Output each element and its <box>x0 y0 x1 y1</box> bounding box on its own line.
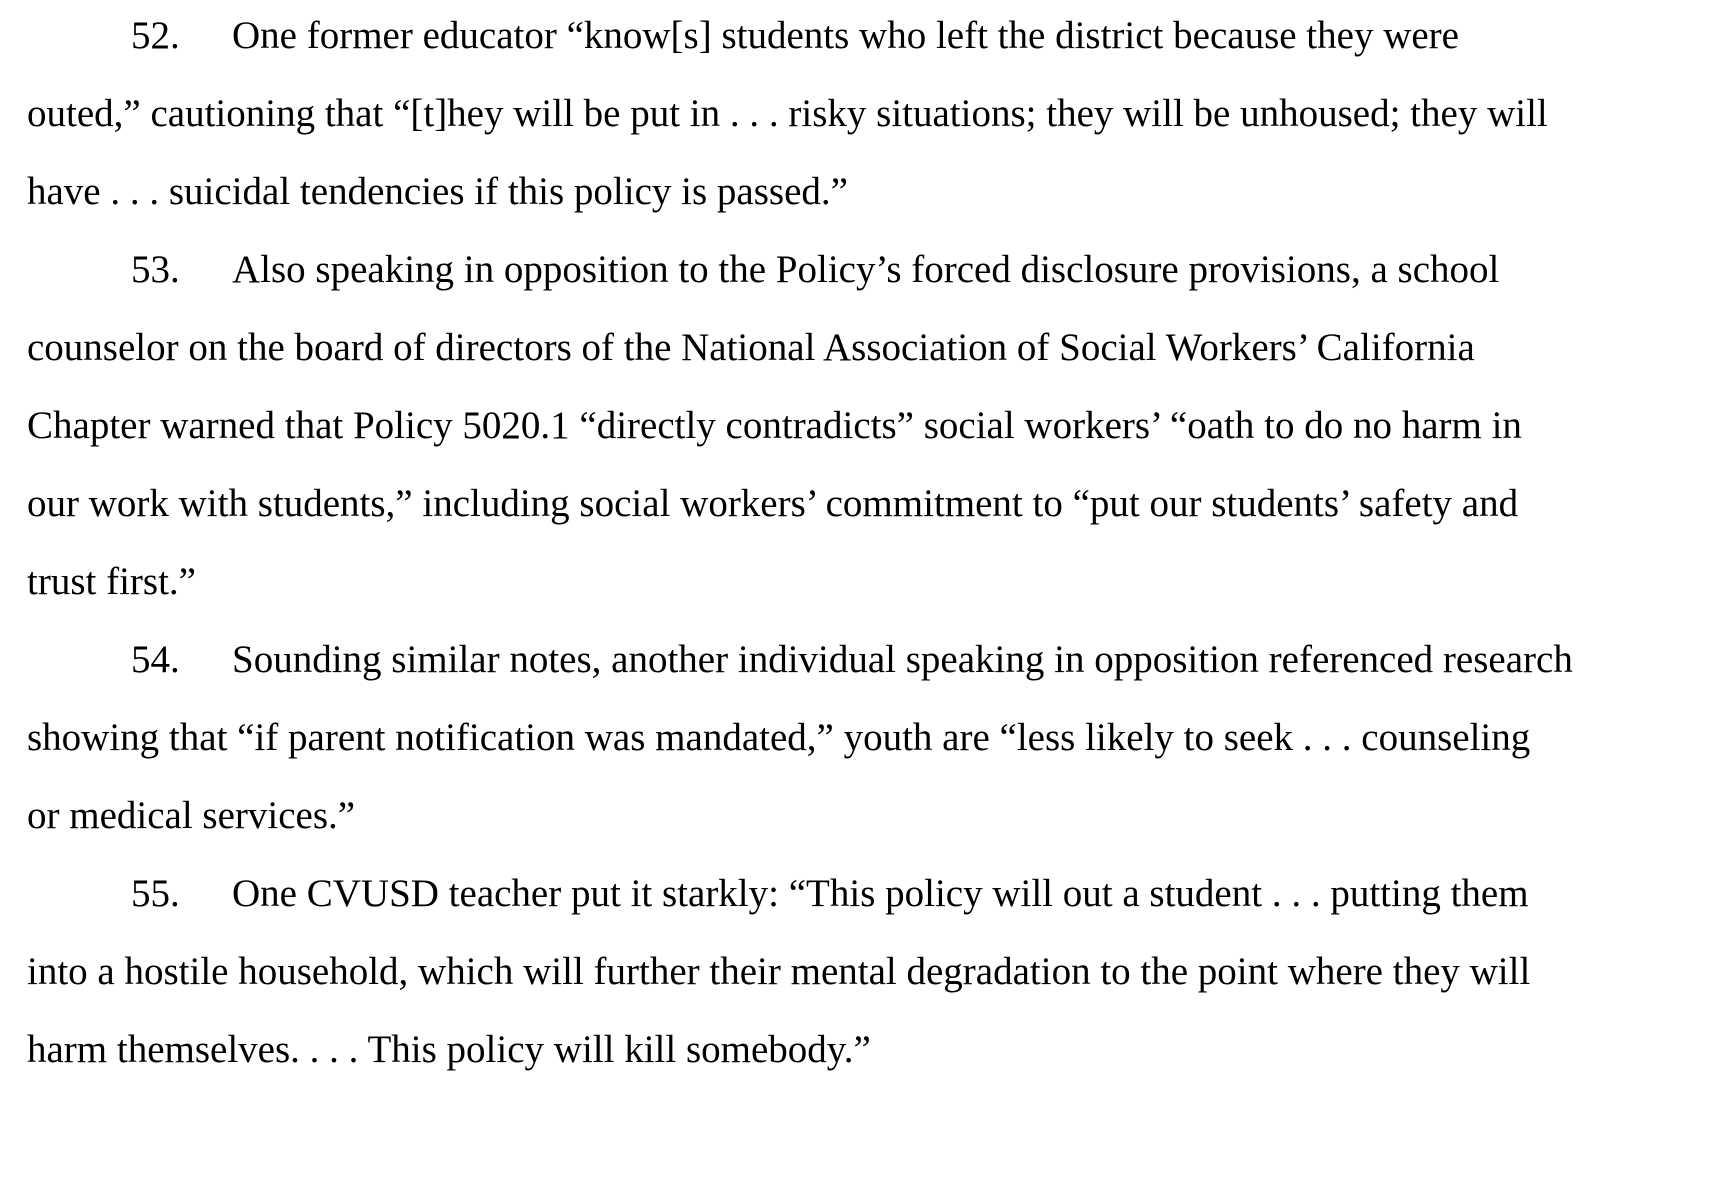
paragraph-52-line-2: outed,” cautioning that “[t]hey will be put in . . . risky situations; they will be unhoused; they will <box>27 92 1548 135</box>
paragraph-number: 55. <box>131 872 180 915</box>
paragraph-53-line-5: trust first.” <box>27 560 196 603</box>
paragraph-55-line-2: into a hostile household, which will further their mental degradation to the point where they will <box>27 950 1531 993</box>
paragraph-text: Sounding similar notes, another individual speaking in opposition referenced research <box>232 638 1573 681</box>
paragraph-text: One former educator “know[s] students who left the district because they were <box>232 14 1459 57</box>
paragraph-53-line-3: Chapter warned that Policy 5020.1 “directly contradicts” social workers’ “oath to do no harm in <box>27 404 1522 447</box>
paragraph-number: 54. <box>131 638 180 681</box>
paragraph-number: 53. <box>131 248 180 291</box>
paragraph-53-line-1 <box>131 248 1499 292</box>
paragraph-54-line-3: or medical services.” <box>27 794 356 837</box>
paragraph-54-line-2: showing that “if parent notification was mandated,” youth are “less likely to seek . . . counseling <box>27 716 1531 759</box>
paragraph-52-line-3: have . . . suicidal tendencies if this policy is passed.” <box>27 170 848 213</box>
paragraph-54-line-1 <box>131 638 1573 682</box>
paragraph-number: 52. <box>131 14 180 57</box>
paragraph-52-line-1 <box>131 14 1459 58</box>
paragraph-text: One CVUSD teacher put it starkly: “This policy will out a student . . . putting them <box>232 872 1529 915</box>
paragraph-55-line-1 <box>131 872 1529 916</box>
paragraph-53-line-2: counselor on the board of directors of the National Association of Social Workers’ California <box>27 326 1475 369</box>
paragraph-53-line-4: our work with students,” including social workers’ commitment to “put our students’ safety and <box>27 482 1519 525</box>
paragraph-text: Also speaking in opposition to the Policy’s forced disclosure provisions, a school <box>232 248 1500 291</box>
paragraph-55-line-3: harm themselves. . . . This policy will kill somebody.” <box>27 1028 871 1071</box>
